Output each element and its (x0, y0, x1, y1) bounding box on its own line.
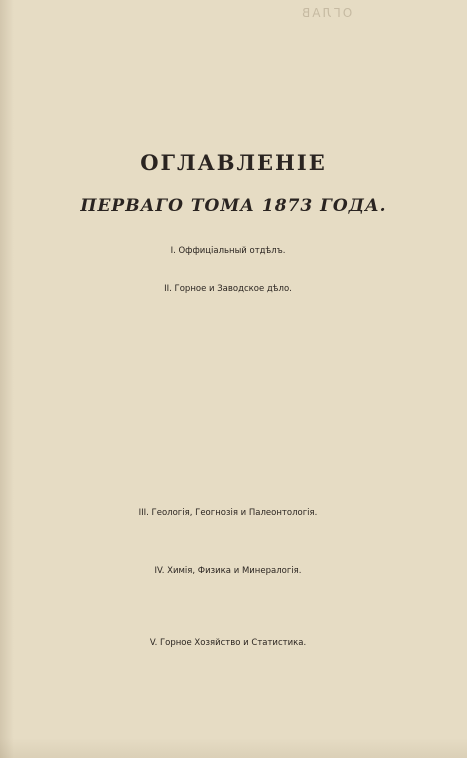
bleed-through-text: ОГЛАВ (300, 6, 353, 20)
page-subtitle: ПЕРВАГО ТОМА 1873 ГОДА. (80, 196, 387, 216)
section-heading-1: I. Оффиціальный отдѣлъ. (170, 246, 286, 256)
page-title: ОГЛАВЛЕНІЕ (140, 150, 327, 175)
section-heading-5: V. Горное Хозяйство и Статистика. (149, 638, 307, 648)
section-heading-3: III. Геологія, Геогнозія и Палеонтологія. (138, 508, 318, 518)
section-heading-2: II. Горное и Заводское дѣло. (164, 284, 292, 294)
section-heading-4: IV. Химія, Физика и Минералогія. (154, 566, 302, 576)
